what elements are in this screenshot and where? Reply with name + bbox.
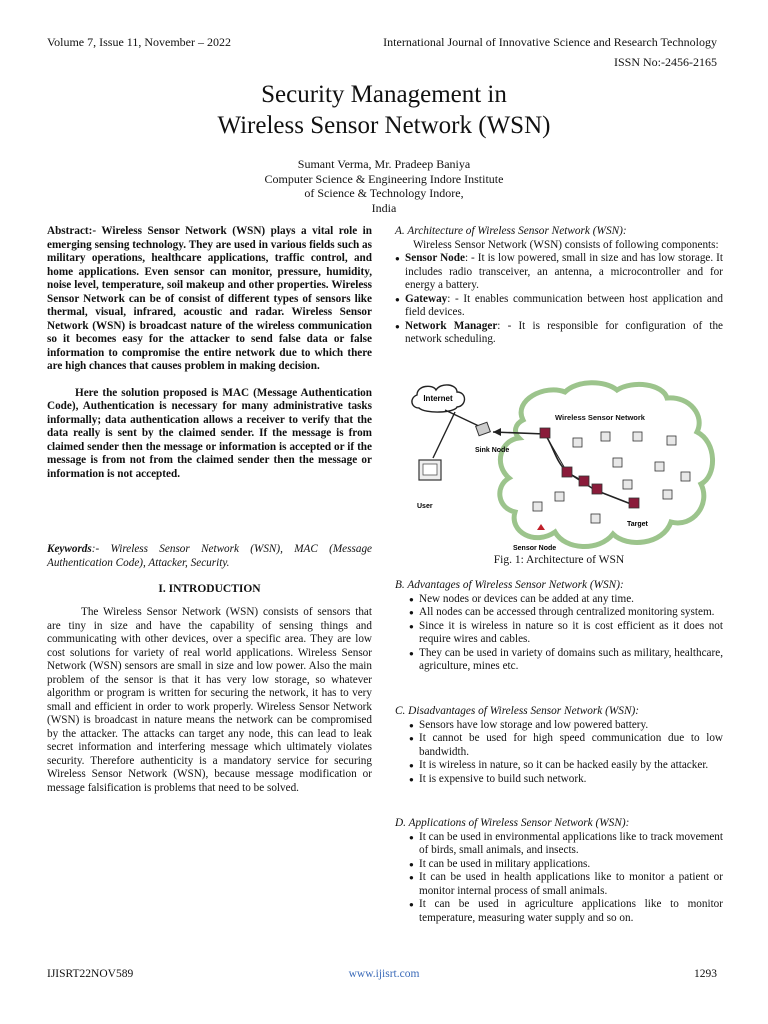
sensor-node-active [579,476,589,486]
sensor-node-active [540,428,550,438]
sensor-node [667,436,676,445]
sensor-node [601,432,610,441]
paper-id: IJISRT22NOV589 [47,968,134,980]
abstract-paragraph-2: Here the solution proposed is MAC (Message Authentication Code), Authentication is necessary for many administrative tasks informally; data authentication allows a receiver to verify that the data really is sent by the claimed sender. If the message is from claimed sender then the message or information is accepted or if the message is from not from the claimed sender then the message or information is not accepted. [47,386,372,480]
user-label: User [417,503,433,510]
affiliation-country: India [371,200,397,215]
list-item [395,320,723,347]
component-term: Gateway [405,292,448,305]
list-item: ● It can be used in health applications like to monitor a patient or monitor internal process of small animals. [395,871,723,898]
section-a-heading: A. Architecture of Wireless Sensor Network (WSN): [395,225,627,237]
component-term: Sensor Node [405,252,465,264]
volume-info: Volume 7, Issue 11, November – 2022 [47,35,231,49]
section-applications [395,817,723,925]
sensor-node [663,490,672,499]
introduction-heading: I. INTRODUCTION [158,583,261,595]
author-block [0,157,768,215]
wsn-label: Wireless Sensor Network [555,413,645,422]
sensor-node [591,514,600,523]
section-architecture [395,225,723,347]
list-item: ● Since it is wireless in nature so it is cost efficient as it does not require wires and cables. [395,620,723,647]
affiliation-line-2: of Science & Technology Indore, [304,186,464,200]
sensor-node [573,438,582,447]
component-list [395,252,723,347]
abstract [47,225,372,481]
sensor-node [623,480,632,489]
sensor-node [633,432,642,441]
sensor-node [613,458,622,467]
list-item [395,252,723,293]
list-item: ● It is wireless in nature, so it can be hacked easily by the attacker. [395,759,723,773]
journal-name: International Journal of Innovative Science and Research Technology [383,35,717,49]
target-node [629,498,639,508]
section-b-heading: B. Advantages of Wireless Sensor Network (WSN): [395,579,624,591]
sensor-node [655,462,664,471]
sink-node-label: Sink Node [475,447,510,454]
list-item: ● It can be used in environmental applications like to track movement of birds, small animals, and insects. [395,831,723,858]
component-term: Network Manager [405,319,498,332]
internet-cloud [412,385,465,412]
sensor-node [681,472,690,481]
paper-title [0,79,768,141]
section-d-heading: D. Applications of Wireless Sensor Network (WSN): [395,817,630,829]
wsn-architecture-figure [405,380,723,555]
list-item: ● It can be used in military applications. [395,858,723,872]
component-text: : - It is low powered, small in size and has low storage. It includes radio transceiver, an antenna, a microcontroller and for energy a battery. [405,252,724,291]
sensor-node [555,492,564,501]
sensor-node [533,502,542,511]
title-line-2: Wireless Sensor Network (WSN) [217,112,551,139]
keywords-label: Keywords [47,543,92,555]
issn: ISSN No:-2456-2165 [613,55,717,69]
journal-link[interactable]: www.ijisrt.com [348,968,420,980]
disadvantages-list [395,719,723,787]
list-item: ● New nodes or devices can be added at any time. [395,593,723,607]
sensor-node-active [562,467,572,477]
keywords-text: :- Wireless Sensor Network (WSN), MAC (Message Authentication Code), Attacker, Security. [47,543,372,569]
list-item: ● They can be used in variety of domains such as military, healthcare, agriculture, mines etc. [395,647,723,674]
section-advantages [395,579,723,674]
keywords [47,543,372,570]
introduction-body [47,606,372,795]
figure-caption: Fig. 1: Architecture of WSN [493,554,625,566]
list-item: ● Sensors have low storage and low powered battery. [395,719,723,733]
section-c-heading: C. Disadvantages of Wireless Sensor Network (WSN): [395,705,640,717]
section-a-intro: Wireless Sensor Network (WSN) consists of following components: [413,238,719,251]
author-names: Sumant Verma, Mr. Pradeep Baniya [297,157,471,171]
list-item [395,293,723,320]
sensor-node-active [592,484,602,494]
advantages-list [395,593,723,674]
section-disadvantages [395,705,723,786]
user-terminal [417,460,441,510]
sink-node [475,422,509,454]
link-internet-user [433,412,455,458]
title-line-1: Security Management in [261,81,507,108]
list-item: ● All nodes can be accessed through centralized monitoring system. [395,606,723,620]
introduction-paragraph: The Wireless Sensor Network (WSN) consists of sensors that are tiny in size and have the capability of sensing things and communicating with other devices, over a specific area. They are low cost solutions for variety of real world applications. Wireless Sensor Network (WSN) sensors are small in size and low power. Also the main problem of the sensor is that it has very low storage, so whatever algorithm or program is written for securing the network, it has to very small and efficient in order to work properly. Wireless Sensor Network (WSN) is broadcast in nature means the network can be compromised by the attacker. The attacks can target any node, this can lead to leak secret information and interfering message which ultimately violates security. Therefore authenticity is a mandatory service for securing Wireless Sensor Network (WSN), because message modification or message falsification is problems that need to be solved. [47,606,372,794]
internet-label: Internet [423,394,453,403]
sensor-node-label: Sensor Node [513,545,557,552]
target-label: Target [627,521,648,528]
applications-list [395,831,723,926]
wsn-cloud [500,383,713,547]
arrow-head [493,428,501,436]
component-text: : - It enables communication between host application and field devices. [405,292,723,318]
list-item: ● It cannot be used for high speed communication due to low bandwidth. [395,732,723,759]
abstract-paragraph-1: Abstract:- Wireless Sensor Network (WSN) plays a vital role in emerging sensing technology. They are used in various fields such as military operations, healthcare applications, traffic control, and home applications. Even sensor can monitor, pressure, humidity, noise level, temperature, soil makeup and other properties. Wireless Sensor Network can be of consist of different types of sensors like thermal, visual, infrared, acoustic and radar. Wireless Sensor Network (WSN) is broadcast nature of the wireless communication so it becomes easy for the attacker to send false data or false information to compromise the entire network due to which there are high chances that causes problem in making decision. [47,225,372,372]
list-item: ● It can be used in agriculture applications like to monitor temperature, measuring water supply and so on. [395,898,723,925]
page-number: 1293 [694,968,717,980]
component-text: : - It is responsible for configuration of the network scheduling. [405,319,724,345]
list-item: ● It is expensive to build such network. [395,773,723,787]
affiliation-line-1: Computer Science & Engineering Indore Institute [264,171,504,186]
